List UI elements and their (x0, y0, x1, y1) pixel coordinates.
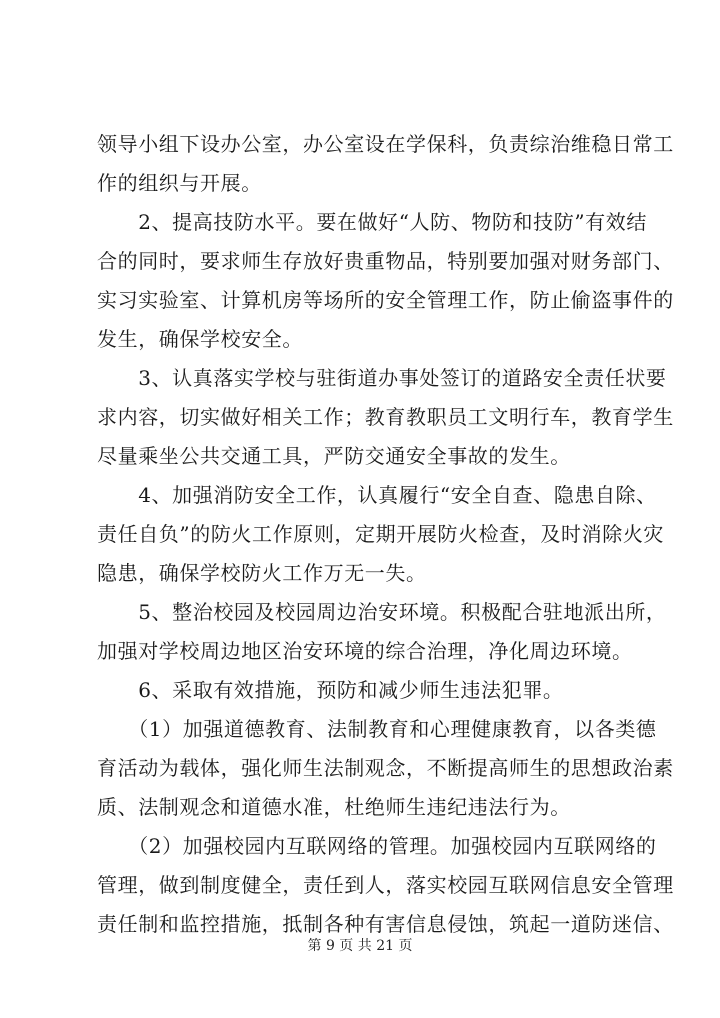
text-line: 作的组织与开展。 (97, 171, 262, 195)
text-line: 育活动为载体，强化师生法制观念，不断提高师生的思想政治素 (97, 756, 674, 780)
text-line: 尽量乘坐公共交通工具，严防交通安全事故的发生。 (97, 444, 571, 468)
text-line: 3、认真落实学校与驻街道办事处签订的道路安全责任状要 (97, 366, 667, 390)
text-line: 求内容，切实做好相关工作；教育教职员工文明行车，教育学生 (97, 405, 674, 429)
text-line: 隐患，确保学校防火工作万无一失。 (97, 561, 427, 585)
text-line: 领导小组下设办公室，办公室设在学保科，负责综治维稳日常工 (97, 132, 674, 156)
page-number-footer: 第 9 页 共 21 页 (307, 938, 413, 954)
text-line: 责任自负”的防火工作原则，定期开展防火检查，及时消除火灾 (97, 522, 665, 546)
text-line: 4、加强消防安全工作，认真履行“安全自查、隐患自除、 (97, 483, 657, 507)
text-line: （1）加强道德教育、法制教育和心理健康教育，以各类德 (97, 717, 657, 741)
text-line: 责任制和监控措施，抵制各种有害信息侵蚀，筑起一道防迷信、 (97, 912, 674, 936)
text-line: 发生，确保学校安全。 (97, 327, 303, 351)
text-line: 管理，做到制度健全，责任到人，落实校园互联网信息安全管理 (97, 873, 674, 897)
text-line: 5、整治校园及校园周边治安环境。积极配合驻地派出所， (97, 600, 667, 624)
text-line: 实习实验室、计算机房等场所的安全管理工作，防止偷盗事件的 (97, 288, 674, 312)
text-line: 6、采取有效措施，预防和减少师生违法犯罪。 (97, 678, 564, 702)
text-line: 质、法制观念和道德水准，杜绝师生违纪违法行为。 (97, 795, 571, 819)
text-line: 2、提高技防水平。要在做好“人防、物防和技防”有效结 (97, 210, 647, 234)
text-line: 合的同时，要求师生存放好贵重物品，特别要加强对财务部门、 (97, 249, 674, 273)
text-line: （2）加强校园内互联网络的管理。加强校园内互联网络的 (97, 834, 657, 858)
text-line: 加强对学校周边地区治安环境的综合治理，净化周边环境。 (97, 639, 633, 663)
